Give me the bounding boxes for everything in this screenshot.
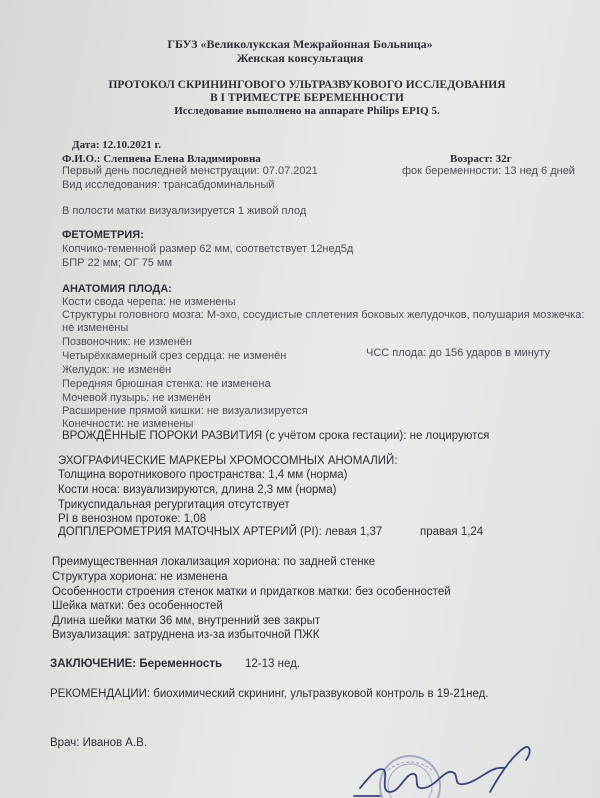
doppler-right: правая 1,24 (420, 526, 484, 538)
markers-line: PI в венозном протоке: 1,08 (58, 513, 207, 525)
fetometry-heading: ФЕТОМЕТРИЯ: (62, 229, 144, 241)
chorion-line: Особенности строения стенок матки и придатков матки: без особенностей (52, 586, 451, 598)
heart-rate: ЧСС плода: до 156 ударов в минуту (366, 347, 550, 359)
markers-line: Кости носа: визуализируются, длина 2,3 мм (норма) (58, 484, 337, 496)
anatomy-line: Позвоночник: не изменён (62, 336, 192, 348)
chorion-line: Преимущественная локализация хориона: по задней стенке (52, 556, 376, 568)
markers-line: Толщина воротникового пространства: 1,4 мм (норма) (58, 469, 348, 481)
conclusion-value: 12-13 нед. (245, 658, 301, 670)
conclusion-label: ЗАКЛЮЧЕНИЕ: Беременность (50, 658, 223, 670)
anatomy-line: не изменены (62, 322, 129, 334)
last-menstruation: Первый день последней менструации: 07.07.2021 (62, 165, 318, 177)
fetometry-ktr: Копчико-теменной размер 62 мм, соответствует 12нед5д (62, 243, 354, 255)
doppler-left: ДОППЛЕРОМЕТРИЯ МАТОЧНЫХ АРТЕРИЙ (PI): левая 1,37 (58, 526, 383, 538)
anatomy-line: Желудок: не изменён (62, 364, 172, 376)
patient-age: Возраст: 32г (450, 153, 512, 165)
anatomy-line: Расширение прямой кишки: не визуализируется (62, 405, 308, 417)
exam-date: Дата: 12.10.2021 г. (72, 139, 161, 151)
institution-name: ГБУЗ «Великолукская Межрайонная Больница» (167, 37, 433, 51)
markers-heading: ЭХОГРАФИЧЕСКИЕ МАРКЕРЫ ХРОМОСОМНЫХ АНОМАЛИЙ: (58, 455, 398, 467)
chorion-line: Шейка матки: без особенностей (52, 600, 223, 612)
anatomy-heading: АНАТОМИЯ ПЛОДА: (62, 283, 172, 295)
protocol-title-line1: ПРОТОКОЛ СКРИНИНГОВОГО УЛЬТРАЗВУКОВОГО ИССЛЕДОВАНИЯ (108, 79, 506, 91)
intro-line: В полости матки визуализируется 1 живой плод (62, 205, 307, 217)
anatomy-line: Мочевой пузырь: не изменён (62, 392, 211, 404)
device-line: Исследование выполнено на аппарате Philips EPIQ 5. (174, 105, 440, 117)
patient-name: Ф.И.О.: Слепнева Елена Владимировна (62, 153, 261, 165)
anatomy-line: Четырёхкамерный срез сердца: не изменён (62, 350, 287, 362)
anatomy-line: Передняя брюшная стенка: не изменена (62, 378, 271, 390)
fetometry-bpr: БПР 22 мм; ОГ 75 мм (62, 257, 173, 269)
chorion-line: Визуализация: затруднена из-за избыточной ПЖК (52, 629, 320, 641)
anatomy-line: Структуры головного мозга: М-эхо, сосудистые сплетения боковых желудочков, полушария мозжечка: (62, 309, 585, 321)
protocol-title-line2: В I ТРИМЕСТРЕ БЕРЕМЕННОСТИ (210, 92, 404, 104)
gestation-term: фок беременности: 13 нед 6 дней (402, 165, 575, 177)
anatomy-line: Конечности: не изменены (62, 418, 194, 430)
department-name: Женская консультация (236, 51, 364, 65)
stamp-signature (340, 726, 570, 798)
doctor-name: Врач: Иванов А.В. (50, 737, 148, 749)
anatomy-line: Кости свода черепа: не изменены (62, 296, 236, 308)
chorion-line: Структура хориона: не изменена (52, 571, 228, 583)
exam-type: Вид исследования: трансабдоминальный (62, 179, 275, 191)
recommendations-line: РЕКОМЕНДАЦИИ: биохимический скрининг, ультразвуковой контроль в 19-21нед. (50, 688, 489, 700)
markers-line: Трикуспидальная регургитация отсутствует (58, 499, 290, 511)
malformations-line: ВРОЖДЁННЫЕ ПОРОКИ РАЗВИТИЯ (с учётом срока гестации): не лоцируются (62, 430, 490, 442)
chorion-line: Длина шейки матки 36 мм, внутренний зев закрыт (52, 615, 321, 627)
